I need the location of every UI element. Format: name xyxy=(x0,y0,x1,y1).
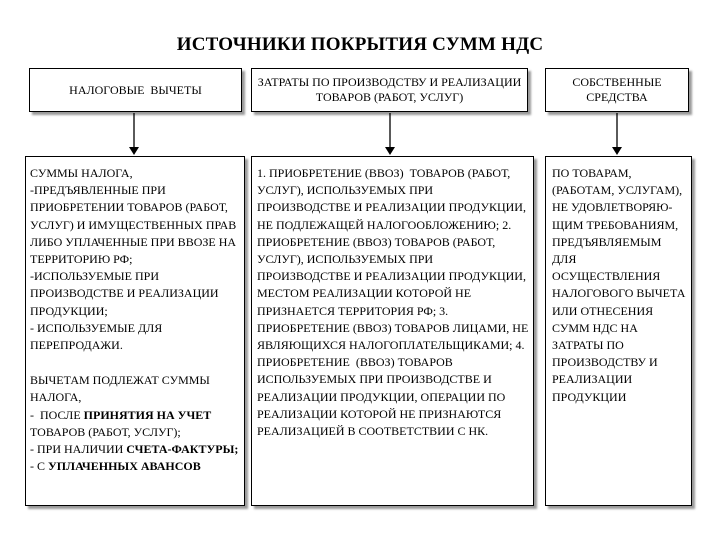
own-funds-header-label: СОБСТВЕННЫЕ СРЕДСТВА xyxy=(572,75,662,104)
deductions-conditions-intro: ВЫЧЕТАМ ПОДЛЕЖАТ СУММЫ НАЛОГА, xyxy=(30,373,210,405)
page-title: ИСТОЧНИКИ ПОКРЫТИЯ СУММ НДС xyxy=(176,34,544,55)
arrow-own-funds-head xyxy=(612,147,622,155)
deductions-line-3: -ИСПОЛЬЗУЕМЫЕ ПРИ ПРОИЗВОДСТВЕ И РЕАЛИЗАЦИИ ПРОДУКЦИИ; xyxy=(30,269,219,318)
own-funds-text: ПО ТОВАРАМ, (РАБОТАМ, УСЛУГАМ), НЕ УДОВЛЕТВОРЯЮ-ЩИМ ТРЕБОВАНИЯМ, ПРЕДЪЯВЛЯЕМЫМ ДЛЯ ОСУЩЕСТВЛЕНИЯ НАЛОГОВОГО ВЫЧЕТА ИЛИ ОТНЕСЕНИЯ СУММ НДС НА ЗАТРАТЫ ПО ПРОИЗВОДСТВУ И РЕАЛИЗАЦИИ ПРОДУКЦИИ xyxy=(552,166,686,404)
production-costs-text: 1. ПРИОБРЕТЕНИЕ (ВВОЗ) ТОВАРОВ (РАБОТ, УСЛУГ), ИСПОЛЬЗУЕМЫХ ПРИ ПРОИЗВОДСТВЕ И РЕАЛИЗАЦИИ ПРОДУКЦИИ, НЕ ПОДЛЕЖАЩЕЙ НАЛОГООБЛОЖЕНИЮ; 2. ПРИОБРЕТЕНИЕ (ВВОЗ) ТОВАРОВ (РАБОТ, УСЛУГ), ИСПОЛЬЗУЕМЫХ ПРИ ПРОИЗВОДСТВЕ И РЕАЛИЗАЦИИ ПРОДУКЦИИ, МЕСТОМ РЕАЛИЗАЦИИ КОТОРОЙ НЕ ПРИЗНАЕТСЯ ТЕРРИТОРИЯ РФ; 3. ПРИОБРЕТЕНИЕ (ВВОЗ) ТОВАРОВ ЛИЦАМИ, НЕ ЯВЛЯЮЩИХСЯ НАЛОГОПЛАТЕЛЬЩИКАМИ; 4. ПРИОБРЕТЕНИЕ (ВВОЗ) ТОВАРОВ ИСПОЛЬЗУЕМЫХ ПРИ ПРОИЗВОДСТВЕ И РЕАЛИЗАЦИИ ПРОДУКЦИИ, ОПЕРАЦИИ ПО РЕАЛИЗАЦИИ КОТОРОЙ НЕ ПРИЗНАЮТСЯ РЕАЛИЗАЦИЕЙ В СООТВЕТСТВИИ С НК. xyxy=(257,166,532,439)
arrow-deductions-head xyxy=(129,147,139,155)
deductions-line-1: СУММЫ НАЛОГА, xyxy=(30,166,133,180)
arrow-production-costs-head xyxy=(385,147,395,155)
deductions-condition-invoice: - ПРИ НАЛИЧИИ СЧЕТА-ФАКТУРЫ; xyxy=(30,442,239,457)
deductions-condition-accounting: - ПОСЛЕ ПРИНЯТИЯ НА УЧЕТ ТОВАРОВ (РАБОТ, УСЛУГ); xyxy=(30,407,215,439)
deductions-line-4: - ИСПОЛЬЗУЕМЫЕ ДЛЯ ПЕРЕПРОДАЖИ. xyxy=(30,320,163,353)
deductions-line-2: -ПРЕДЪЯВЛЕННЫЕ ПРИ ПРИОБРЕТЕНИИ ТОВАРОВ (РАБОТ, УСЛУГ) И ИМУЩЕСТВЕННЫХ ПРАВ ЛИБО УПЛАЧЕННЫЕ ПРИ ВВОЗЕ НА ТЕРРИТОРИЮ РФ; xyxy=(30,183,237,267)
production-costs-header-label: ЗАТРАТЫ ПО ПРОИЗВОДСТВУ И РЕАЛИЗАЦИИ ТОВАРОВ (РАБОТ, УСЛУГ) xyxy=(257,75,522,104)
tax-deductions-header-label: НАЛОГОВЫЕ ВЫЧЕТЫ xyxy=(69,82,202,97)
deductions-condition-advances: - С УПЛАЧЕННЫХ АВАНСОВ xyxy=(30,459,201,474)
